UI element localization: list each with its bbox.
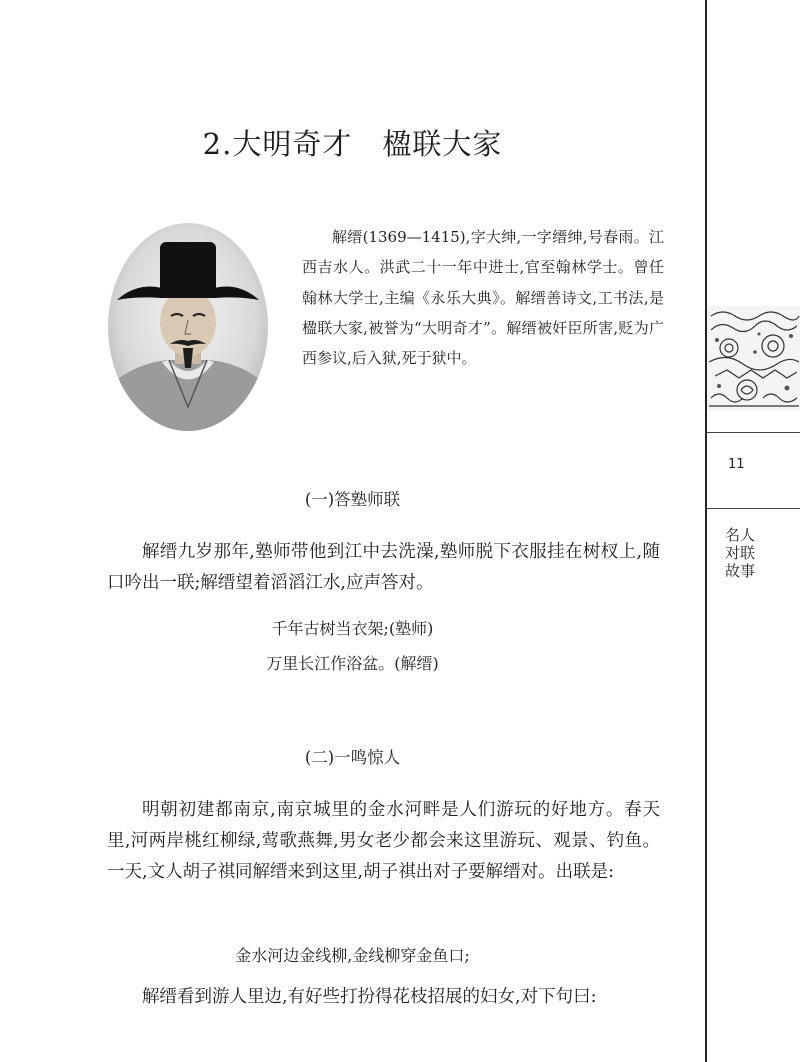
section-1-body bbox=[107, 537, 660, 599]
biography-paragraph: 解缙(1369—1415),字大绅,一字缙绅,号春雨。江西吉水人。洪武二十一年中进士,官至翰林学士。曾任翰林大学士,主编《永乐大典》。解缙善诗文,工书法,是楹联大家,被誉为“大明奇才”。解缙被奸臣所害,贬为广西参议,后入狱,死于狱中。 bbox=[302, 228, 664, 368]
section-heading-2: (二)一鸣惊人 bbox=[304, 748, 401, 767]
section-2-body bbox=[107, 795, 660, 888]
couplet-line-2: 万里长江作浴盆。(解缙) bbox=[266, 654, 439, 673]
margin-divider bbox=[705, 0, 707, 1062]
page-number: 11 bbox=[728, 457, 745, 472]
biography-text bbox=[302, 222, 664, 373]
couplet-line-1: 千年古树当衣架;(塾师) bbox=[271, 619, 434, 638]
section-1-paragraph: 解缙九岁那年,塾师带他到江中去洗澡,塾师脱下衣服挂在树杈上,随口吟出一联;解缙望着滔滔江水,应声答对。 bbox=[107, 542, 660, 593]
chapter-title: 2.大明奇才 楹联大家 bbox=[202, 127, 503, 161]
margin-rule-bottom bbox=[706, 508, 800, 509]
decorative-pattern-icon bbox=[707, 306, 800, 410]
section-2-body-continued bbox=[107, 982, 660, 1013]
book-title-vertical: 名人对联故事 bbox=[725, 526, 756, 580]
section-2-paragraph: 明朝初建都南京,南京城里的金水河畔是人们游玩的好地方。春天里,河两岸桃红柳绿,莺歌燕舞,男女老少都会来这里游玩、观景、钓鱼。一天,文人胡子祺同解缙来到这里,胡子祺出对子要解缙对。出联是: bbox=[107, 800, 660, 882]
couplet-line-3: 金水河边金线柳,金线柳穿金鱼口; bbox=[235, 946, 470, 965]
margin-rule-middle bbox=[706, 432, 800, 433]
section-heading-1: (一)答塾师联 bbox=[304, 490, 401, 509]
section-2-paragraph-2: 解缙看到游人里边,有好些打扮得花枝招展的妇女,对下句曰: bbox=[142, 987, 597, 1007]
portrait-image bbox=[107, 222, 269, 432]
